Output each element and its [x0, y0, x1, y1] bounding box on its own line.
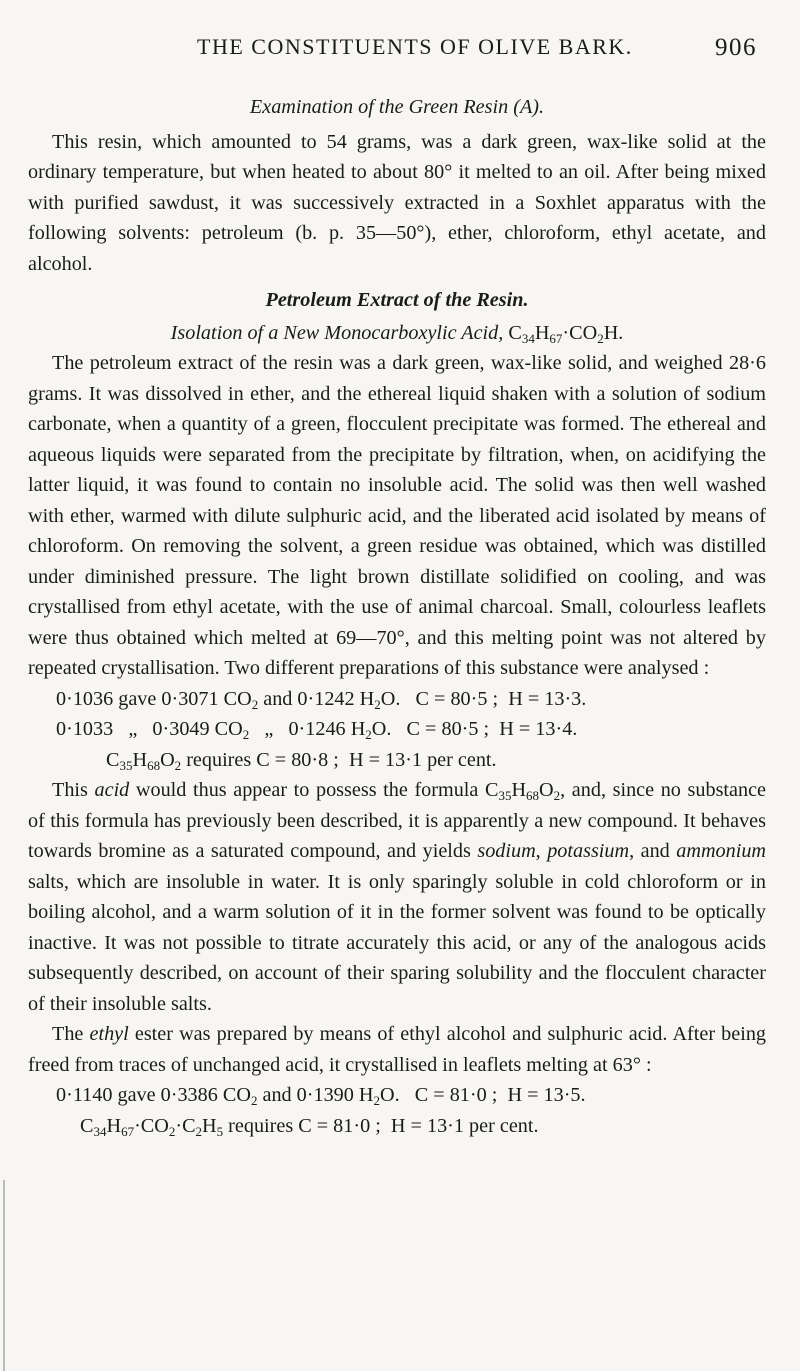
f: H. — [603, 321, 624, 344]
s: 2 — [250, 1093, 258, 1108]
a: 0·1140 gave 0·3386 CO — [56, 1084, 251, 1106]
f: O — [160, 748, 175, 771]
f: C — [508, 321, 522, 344]
t: ester was prepared by means of ethyl alcohol and sulphuric acid. After being freed from traces of unchanged acid, it crystallised in leaflets melting at 63° : — [28, 1023, 767, 1076]
a: O. C = 80·5 ; H = 13·4. — [371, 718, 578, 740]
paragraph-acid-properties — [28, 775, 766, 1019]
f: H — [202, 1114, 217, 1137]
margin-rule — [3, 1180, 5, 1371]
heading-text-end: . — [539, 96, 545, 118]
f: ·CO — [134, 1114, 169, 1137]
s: 2 — [195, 1123, 203, 1139]
f: requires C = 80·8 ; H = 13·1 per cent. — [181, 748, 497, 771]
a: „ 0·1246 H — [249, 718, 366, 740]
f: C — [106, 748, 120, 771]
a: 0·1036 gave 0·3071 CO — [56, 687, 252, 710]
ester-analysis-line — [28, 1080, 766, 1111]
f: H — [106, 1114, 122, 1137]
s: 2 — [373, 1093, 380, 1108]
t: would thus appear to possess the formula C — [129, 779, 499, 801]
subheading-new-acid — [28, 318, 766, 349]
a: O. C = 80·5 ; H = 13·3. — [380, 687, 587, 710]
heading-text-italic: of the Green Resin (A) — [358, 96, 540, 118]
analysis-line-1 — [28, 684, 766, 715]
f: C — [80, 1114, 94, 1137]
t: , and, since no substance of this formula has previously been described, it is apparently a new compound. It behaves towards bromine as a saturated compound, and yields — [28, 779, 767, 862]
ester-requires-line — [28, 1111, 766, 1142]
f-sub: 34 — [521, 330, 535, 346]
article-body — [28, 92, 766, 1141]
subheading-formula — [508, 322, 623, 344]
paragraph-petroleum-extract: The petroleum extract of the resin was a dark green, wax-like solid, and weighed 28·6 grams. It was dissolved in ether, and the ethereal liquid shaken with a solution of sodium carbonate, when a quantity of a green, flocculent precipitate was formed. The ethereal and aqueous liquids were separated from the precipitate by filtration, when, on acidifying the latter liquid, it was found to contain no insoluble acid. The solid was then well washed with ether, warmed with dilute sulphuric acid, and the liberated acid isolated by means of chloroform. On removing the solvent, a green residue was obtained, which was distilled under diminished pressure. The light brown distillate solidified on cooling, and was crystallised from ethyl acetate, with the use of animal charcoal. Small, colourless leaflets were thus obtained which melted at 69—70°, and this melting point was not altered by repeated crystallisation. Two different preparations of this substance were analysed : — [28, 352, 766, 679]
s: 2 — [374, 696, 381, 712]
paragraph-ethyl-ester — [28, 1019, 766, 1080]
s: 68 — [147, 757, 161, 773]
f-sub: 2 — [597, 330, 604, 346]
f: ·C — [175, 1114, 196, 1137]
s: 2 — [168, 1123, 176, 1139]
t-em: potassium — [547, 840, 630, 862]
s: 2 — [553, 788, 561, 803]
heading-text: Examination — [249, 96, 359, 118]
t: , — [535, 840, 548, 862]
paragraph-green-resin: This resin, which amounted to 54 grams, was a dark green, wax-like solid at the ordinary temperature, but when heated to about 80° it melted to an oil. After being mixed with purified sawdust, it was successively extracted in a Soxhlet apparatus with the following solvents: petroleum (b. p. 35—50°), ether, chloroform, ethyl acetate, and alcohol. — [28, 130, 766, 275]
page-number: 906 — [715, 34, 757, 61]
t-em: ammonium — [676, 840, 766, 862]
t: , and — [629, 840, 677, 862]
s: 34 — [93, 1123, 107, 1139]
f: H — [132, 748, 148, 771]
section-heading-petroleum-extract: Petroleum Extract of the Resin. — [265, 289, 529, 311]
s: 2 — [365, 727, 372, 742]
a: 0·1033 „ 0·3049 CO — [56, 718, 243, 740]
t: This — [52, 779, 95, 801]
t: O — [539, 779, 554, 801]
f: ·CO — [562, 321, 598, 344]
a: and 0·1390 H — [257, 1084, 374, 1106]
f-sub: 67 — [549, 330, 563, 346]
s: 68 — [526, 788, 540, 803]
requires-line — [28, 745, 766, 776]
f: H — [534, 321, 550, 344]
section-heading-green-resin — [28, 92, 766, 123]
s: 2 — [174, 757, 182, 773]
s: 35 — [498, 788, 512, 803]
a: and 0·1242 H — [258, 687, 375, 710]
s: 2 — [242, 727, 250, 742]
t-em: ethyl — [89, 1023, 129, 1045]
t: H — [511, 779, 527, 801]
t-em: acid — [94, 779, 130, 801]
s: 35 — [119, 757, 133, 773]
s: 5 — [216, 1123, 224, 1139]
a: O. C = 81·0 ; H = 13·5. — [380, 1084, 586, 1106]
t: salts, which are insoluble in water. It is only sparingly soluble in cold chloroform or in boiling alcohol, and a warm solution of it in the former solvent was found to be optically inactive. It was not possible to titrate accurately this acid, or any of the analogous acids subsequently described, on account of their sparing solubility and the flocculent character of their insoluble salts. — [28, 870, 766, 1015]
s: 67 — [121, 1123, 135, 1139]
t: The — [52, 1023, 90, 1045]
f: requires C = 81·0 ; H = 13·1 per cent. — [223, 1114, 539, 1137]
analysis-line-2 — [28, 714, 766, 745]
running-head-title: THE CONSTITUENTS OF OLIVE BARK. — [197, 34, 633, 59]
t-em: sodium — [477, 840, 536, 862]
s: 2 — [251, 696, 259, 712]
subheading-text: Isolation of a New Monocarboxylic Acid, — [170, 321, 509, 344]
